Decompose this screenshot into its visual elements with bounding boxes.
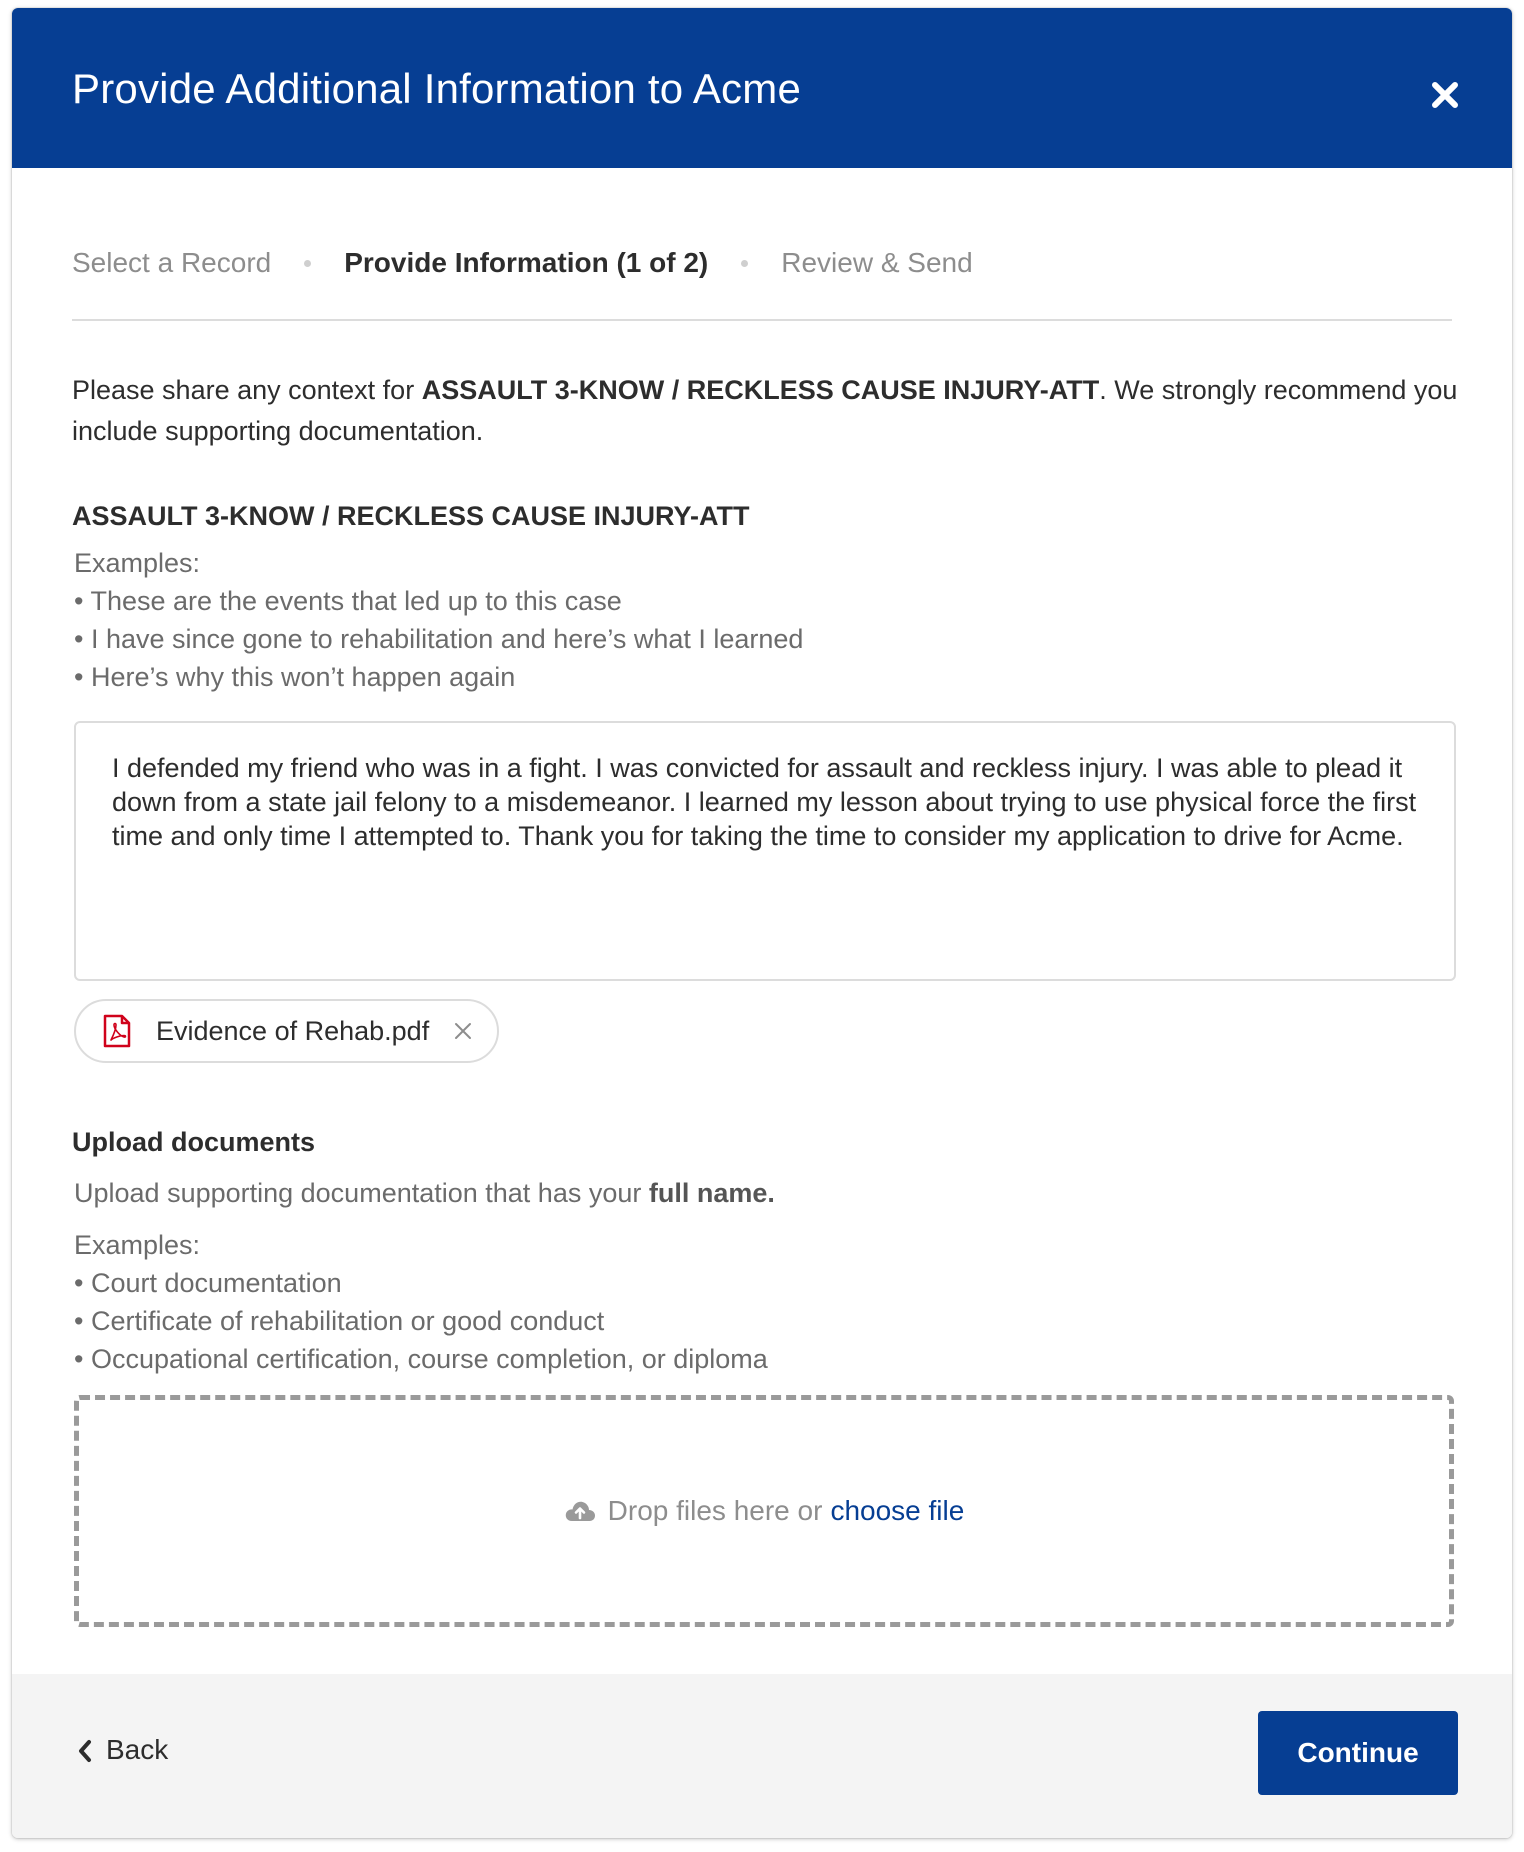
context-example-item: • These are the events that led up to this case (74, 586, 622, 616)
modal-title: Provide Additional Information to Acme (72, 65, 802, 112)
context-textarea[interactable]: I defended my friend who was in a fight. I was convicted for assault and reckless injury. I was able to plead it down from a state jail felony to a misdemeanor. I learned my lesson about trying to use physical force the first time and only time I attempted to. Thank you for taking the time to consider my application to drive for Acme. (74, 721, 1456, 981)
continue-button[interactable]: Continue (1258, 1711, 1458, 1795)
context-example-item: • Here’s why this won’t happen again (74, 662, 516, 692)
upload-title: Upload documents (72, 1127, 316, 1157)
upload-desc-prefix: Upload supporting documentation that has your (74, 1178, 649, 1208)
dropzone-text: Drop files here or (607, 1495, 823, 1526)
context-examples-label: Examples: (74, 548, 201, 578)
intro-record: ASSAULT 3-KNOW / RECKLESS CAUSE INJURY-ATT (421, 375, 1100, 405)
step-separator (741, 260, 748, 267)
step-review-send: Review & Send (781, 247, 973, 278)
cloud-upload-icon (564, 1498, 596, 1524)
step-separator (304, 260, 311, 267)
record-title: ASSAULT 3-KNOW / RECKLESS CAUSE INJURY-ATT (72, 501, 750, 531)
context-example-item: • I have since gone to rehabilitation and here’s what I learned (74, 624, 804, 654)
choose-file-link[interactable]: choose file (830, 1495, 965, 1526)
attachment-chip (74, 999, 499, 1063)
upload-example-item: • Occupational certification, course completion, or diploma (74, 1344, 768, 1374)
attachment-file-name: Evidence of Rehab.pdf (156, 1016, 430, 1046)
upload-description (74, 1176, 775, 1210)
upload-example-item: • Court documentation (74, 1268, 342, 1298)
back-button[interactable] (76, 1734, 168, 1766)
chevron-left-icon (76, 1738, 94, 1762)
upload-desc-bold: full name. (648, 1178, 775, 1208)
modal-header (12, 8, 1512, 168)
intro-prefix: Please share any context for (72, 375, 422, 405)
stepper (72, 246, 1452, 321)
upload-example-item: • Certificate of rehabilitation or good conduct (74, 1306, 605, 1336)
remove-attachment-button[interactable] (453, 1021, 473, 1041)
modal-footer (12, 1674, 1512, 1838)
step-select-record: Select a Record (72, 247, 272, 278)
pdf-icon (102, 1014, 132, 1048)
file-dropzone[interactable] (74, 1395, 1454, 1627)
close-button[interactable] (1430, 80, 1460, 110)
back-label: Back (106, 1734, 169, 1765)
close-icon (453, 1021, 473, 1041)
intro-suffix: . We strongly recommend you include supporting documentation. (72, 375, 1458, 446)
intro-text (72, 370, 1472, 452)
close-icon (1430, 80, 1460, 110)
step-provide-information: Provide Information (1 of 2) (344, 247, 709, 278)
modal-dialog (12, 8, 1512, 1838)
upload-examples-label: Examples: (74, 1230, 201, 1260)
